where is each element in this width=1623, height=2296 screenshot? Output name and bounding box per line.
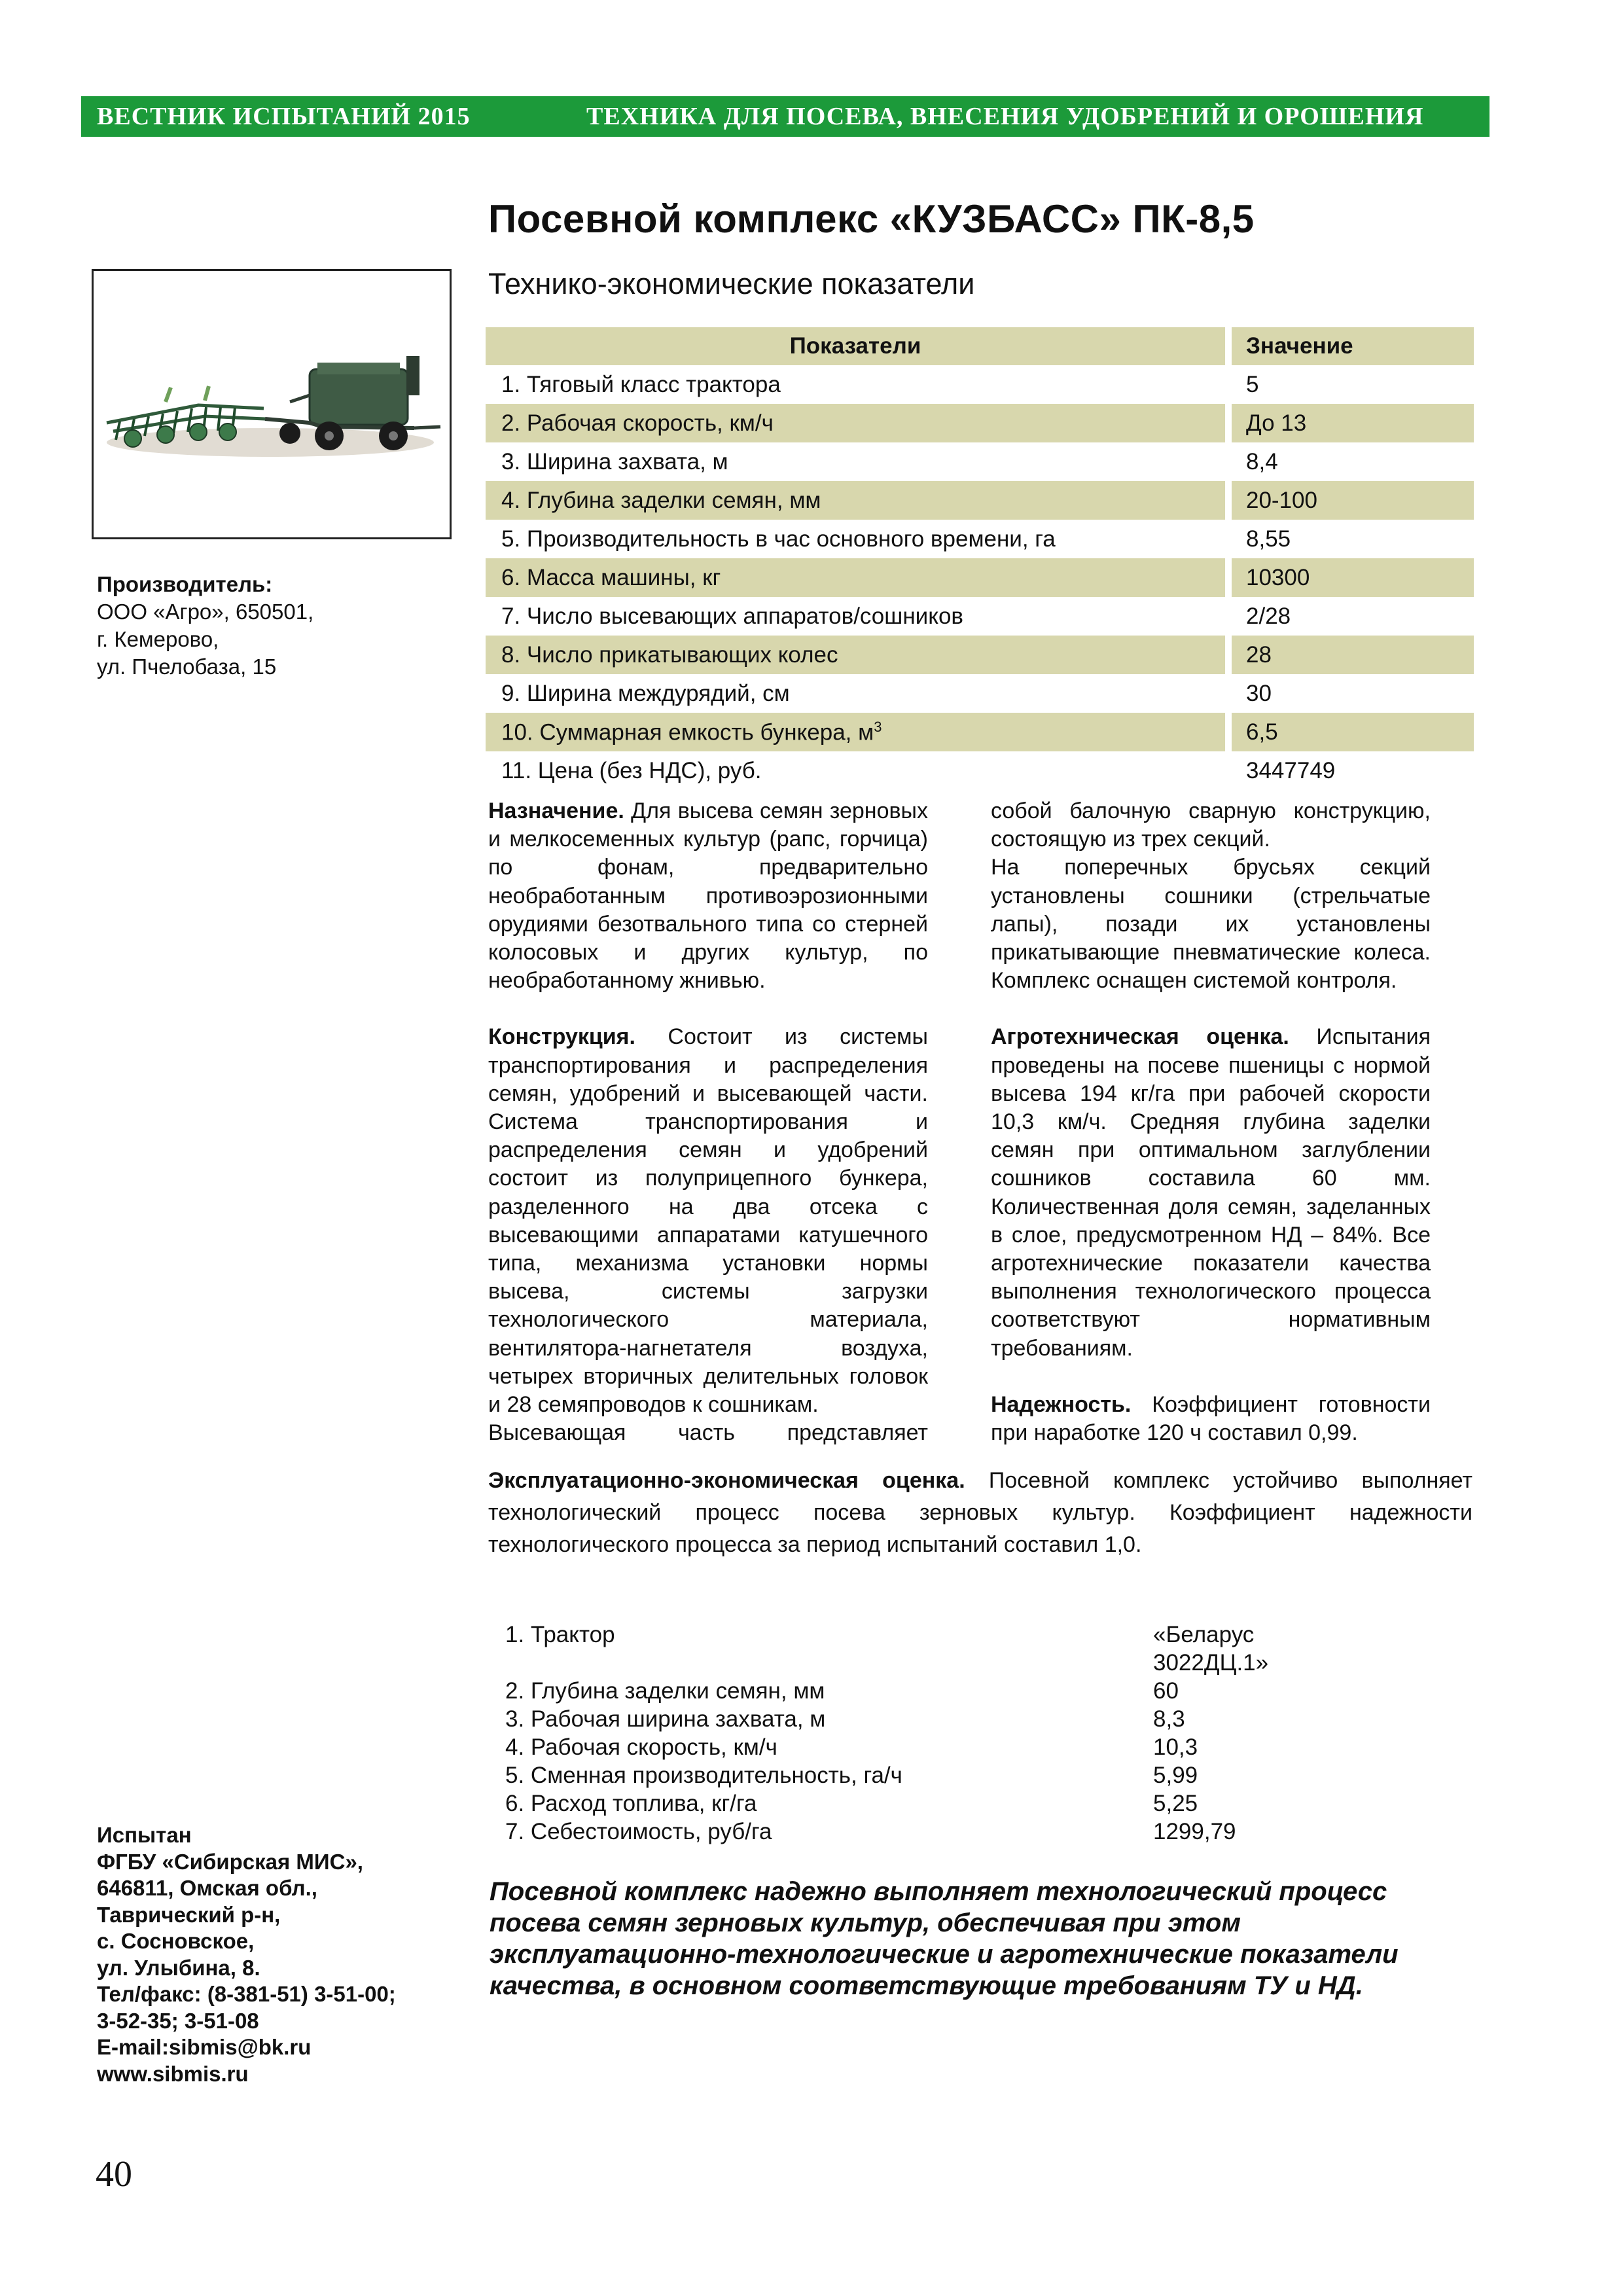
table-row [486,365,1474,404]
result-value: 5,25 [1153,1791,1198,1816]
result-label: 4. Рабочая скорость, км/ч [505,1734,777,1760]
row-value: 28 [1232,636,1474,674]
reliability-paragraph [991,1391,1431,1447]
exploitation-paragraph [488,1465,1472,1561]
row-value: 8,55 [1246,526,1291,552]
table-row [486,636,1474,674]
spec-table [486,327,1474,790]
row-name: 6. Масса машины, кг [486,558,1232,597]
table-row [486,713,1474,751]
result-label: 6. Расход топлива, кг/га [505,1791,757,1816]
journal-title: ВЕСТНИК ИСПЫТАНИЙ 2015 [97,103,471,130]
reliability-label: Надежность. [991,1391,1132,1417]
tested-by-block [97,1822,396,2087]
design-continued-2: На поперечных брусьях секций установлены сошники (стрельчатые лапы), позади их установлены прикатывающие пневматические колеса. Комплекс оснащен системой контроля. [991,855,1431,994]
tested-line: ФГБУ «Сибирская МИС», [97,1849,363,1874]
row-name: 5. Производительность в час основного времени, га [501,526,1056,552]
section-title: ТЕХНИКА ДЛЯ ПОСЕВА, ВНЕСЕНИЯ УДОБРЕНИЙ И ОРОШЕНИЯ [586,103,1424,130]
row-name [486,713,1232,751]
result-label: 3. Рабочая ширина захвата, м [505,1706,826,1732]
row-name: 1. Тяговый класс трактора [501,371,781,397]
tested-line: Тел/факс: (8-381-51) 3-51-00; [97,1982,396,2006]
header-banner [81,96,1489,137]
table-row [486,404,1474,442]
row-value: 6,5 [1232,713,1474,751]
text-column-right [991,797,1431,1447]
result-value: «Беларус 3022ДЦ.1» [1153,1622,1269,1676]
row-name: 2. Рабочая скорость, км/ч [486,404,1232,442]
tested-line: 646811, Омская обл., [97,1876,317,1900]
agro-text: Испытания проведены на посеве пшеницы с нормой высева 194 кг/га при рабочей скорости 10,3 км/ч. Средняя глубина заделки семян при оптимальном заглублении сошников составила 60 мм. Количественная доля семян, заделанных в слое, предусмотренном НД – 84%. Все агротехнические показатели качества выполнения технологического процесса соответствуют нормативным требованиям. [991,1024,1431,1361]
exploitation-label: Эксплуатационно-экономическая оценка. [488,1468,965,1493]
row-name: 7. Число высевающих аппаратов/сошников [501,603,963,629]
row-name: 3. Ширина захвата, м [501,448,728,475]
manufacturer-label: Производитель: [97,572,273,596]
result-value: 5,99 [1153,1763,1198,1788]
result-label: 7. Себестоимость, руб/га [505,1819,772,1844]
manufacturer-line: ул. Пчелобаза, 15 [97,655,277,679]
table-row [486,751,1474,790]
table-row [486,520,1474,558]
tested-line: Таврический р-н, [97,1902,281,1927]
result-value: 10,3 [1153,1734,1198,1760]
exploitation-text: Посевной комплекс устойчиво выполняет технологический процесс посева зерновых культур. Коэффициент надежности технологического процесса за период испытаний составил 1,0. [488,1468,1472,1557]
header-indicator: Показатели [486,327,1232,365]
design-text: Состоит из системы транспортирования и распределения семян, удобрений и высевающей части. Система транспортирования и распределения семян и удобрений состоит из полуприцепного бункера, разделенного на два отсека с высевающими аппаратами катушечного типа, механизма установки нормы высева, системы загрузки технологического материала, вентилятора-нагнетателя воздуха, четырех вторичных делительных головок и 28 семяпроводов к сошникам. [488,1024,928,1418]
result-value: 1299,79 [1153,1819,1236,1844]
table-row [486,481,1474,520]
machine-photo [92,269,452,539]
row-value: 8,4 [1246,448,1278,475]
header-value: Значение [1232,327,1474,365]
row-value: 20-100 [1232,481,1474,520]
row-value: До 13 [1232,404,1474,442]
table-row [486,597,1474,636]
table-row [486,558,1474,597]
table-header-row [486,327,1474,365]
design-label: Конструкция. [488,1024,635,1050]
text-column-left [488,797,928,1447]
page-number: 40 [96,2154,132,2195]
row-value: 5 [1246,371,1259,397]
tested-email: E-mail:sibmis@bk.ru [97,2035,312,2059]
tested-line: Испытан [97,1823,192,1847]
row-value: 2/28 [1246,603,1291,629]
seeding-complex-illustration [94,271,450,537]
row-value: 3447749 [1246,757,1336,783]
result-label: 5. Сменная производительность, га/ч [505,1763,902,1788]
manufacturer-line: ООО «Агро», 650501, [97,600,314,624]
row-name: 8. Число прикатывающих колес [486,636,1232,674]
manufacturer-block [97,571,313,681]
manufacturer-line: г. Кемерово, [97,627,219,651]
design-tail: Высевающая часть представляет [488,1420,928,1446]
purpose-paragraph [488,797,928,995]
row-value: 10300 [1232,558,1474,597]
agro-paragraph [991,1023,1431,1362]
row-value: 30 [1246,680,1272,706]
result-value: 8,3 [1153,1706,1185,1732]
row-name: 9. Ширина междурядий, см [501,680,790,706]
row-name: 4. Глубина заделки семян, мм [486,481,1232,520]
result-label: 1. Трактор [505,1622,615,1647]
unit-superscript: 3 [874,718,882,735]
tested-website: www.sibmis.ru [97,2061,249,2086]
row-name: 11. Цена (без НДС), руб. [501,757,762,783]
page-subtitle: Технико-экономические показатели [488,267,975,300]
purpose-text: Для высева семян зерновых и мелкосеменных культур (рапс, горчица) по фонам, предварительно необработанным противоэрозионными орудиями безотвального типа со стерней колосовых и других культур, по необработанному жнивью. [488,798,928,994]
purpose-label: Назначение. [488,798,624,823]
tested-line: 3-52-35; 3-51-08 [97,2008,259,2033]
conclusion: Посевной комплекс надежно выполняет технологический процесс посева семян зерновых культур, обеспечивая при этом эксплуатационно-технологические и агротехнические показатели качества, в основном соответствующие требованиям ТУ и НД. [490,1877,1399,2000]
tested-line: с. Сосновское, [97,1929,255,1953]
design-continued: собой балочную сварную конструкцию, состоящую из трех секций. [991,798,1431,852]
page-title: Посевной комплекс «КУЗБАСС» ПК-8,5 [488,197,1255,241]
agro-label: Агротехническая оценка. [991,1024,1289,1050]
reliability-text: Коэффициент готовности при наработке 120 ч составил 0,99. [991,1391,1431,1446]
result-label: 2. Глубина заделки семян, мм [505,1678,825,1704]
row-name-text: 10. Суммарная емкость бункера, м [501,719,874,745]
table-row [486,674,1474,713]
table-row [486,442,1474,481]
result-value: 60 [1153,1678,1179,1704]
design-paragraph [488,1023,928,1419]
tested-line: ул. Улыбина, 8. [97,1955,260,1980]
